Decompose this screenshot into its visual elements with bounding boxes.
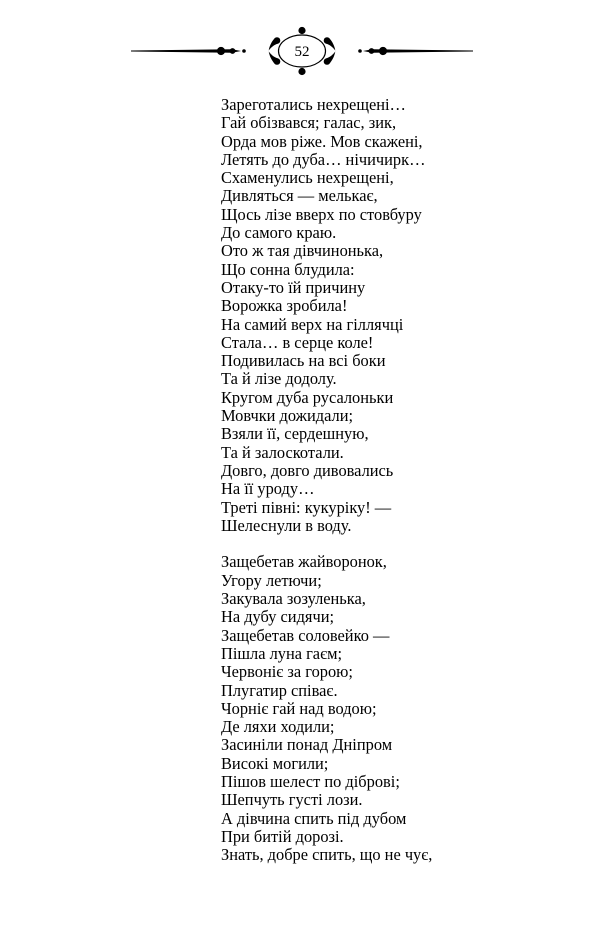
- poem-line: Щось лізе вверх по стовбуру: [221, 204, 422, 224]
- poem-line: Плугатир співає.: [221, 680, 338, 700]
- poem-line: Треті півні: кукуріку! —: [221, 497, 392, 517]
- poem-line: Стала… в серце коле!: [221, 332, 374, 352]
- poem-line: Та й залоскотали.: [221, 442, 344, 462]
- poem-line: Шепчуть густі лози.: [221, 790, 363, 810]
- poem-line: На її уроду…: [221, 479, 315, 499]
- poem-line: Довго, довго дивовались: [221, 460, 394, 480]
- ornament-top-dot-icon: [298, 27, 305, 34]
- poem-line: Летять до дуба… нічичирк…: [221, 149, 426, 169]
- poem-line: Засиніли понад Дніпром: [221, 735, 393, 755]
- poem-line: Подивилась на всі боки: [221, 351, 386, 371]
- poem-line: До самого краю.: [221, 223, 337, 243]
- poem-line: Та й лізе додолу.: [221, 369, 337, 389]
- poem-line: Взяли її, сердешную,: [221, 424, 369, 444]
- poem-line: Отаку-то їй причину: [221, 277, 366, 297]
- poem-line: Пішла луна гаєм;: [221, 643, 343, 663]
- poem-line: Де ляхи ходили;: [221, 717, 335, 737]
- poem-line: А дівчина спить під дубом: [221, 808, 407, 828]
- poem-line: Защебетав соловейко —: [221, 625, 390, 645]
- poem-line: Ото ж тая дівчинонька,: [221, 241, 384, 261]
- poem-line: Шелеснули в воду.: [221, 515, 352, 535]
- poem-line: Защебетав жайворонок,: [221, 552, 387, 572]
- poem-line: Мовчки дожидали;: [221, 406, 354, 426]
- poem-line: Закувала зозуленька,: [221, 589, 366, 609]
- stanza: [221, 553, 432, 864]
- poem-line: Схаменулись нехрещені,: [221, 168, 394, 188]
- poem-line: Гай обізвався; галас, зик,: [221, 113, 397, 133]
- poem-line: Пішов шелест по діброві;: [221, 771, 400, 791]
- poem-line: На самий верх на гіллячці: [221, 314, 404, 334]
- page-number: 52: [294, 44, 310, 61]
- poem-line: При битій дорозі.: [221, 826, 344, 846]
- poem-line: На дубу сидячи;: [221, 607, 335, 627]
- poem-line: Знать, добре спить, що не чує,: [221, 845, 433, 865]
- poem-line: Червоніє за горою;: [221, 662, 353, 682]
- poem-line: Угору летючи;: [221, 570, 322, 590]
- stanza: [221, 96, 432, 535]
- ornament-bottom-dot-icon: [298, 68, 305, 75]
- poem-line: Високі могили;: [221, 753, 329, 773]
- ornament-dots-right-icon: [358, 47, 387, 55]
- poem-text: [221, 96, 432, 864]
- poem-line: Дивляться — мелькає,: [221, 186, 378, 206]
- poem-line: Зареготались нехрещені…: [221, 95, 406, 114]
- ornament-dots-left-icon: [217, 47, 246, 55]
- poem-line: Кругом дуба русалоньки: [221, 387, 394, 407]
- poem-line: Що сонна блудила:: [221, 259, 355, 279]
- poem-line: Ворожка зробила!: [221, 296, 348, 316]
- poem-line: Чорніє гай над водою;: [221, 698, 377, 718]
- header-ornament-icon: [0, 0, 600, 85]
- poem-line: Орда мов ріже. Мов скажені,: [221, 131, 423, 151]
